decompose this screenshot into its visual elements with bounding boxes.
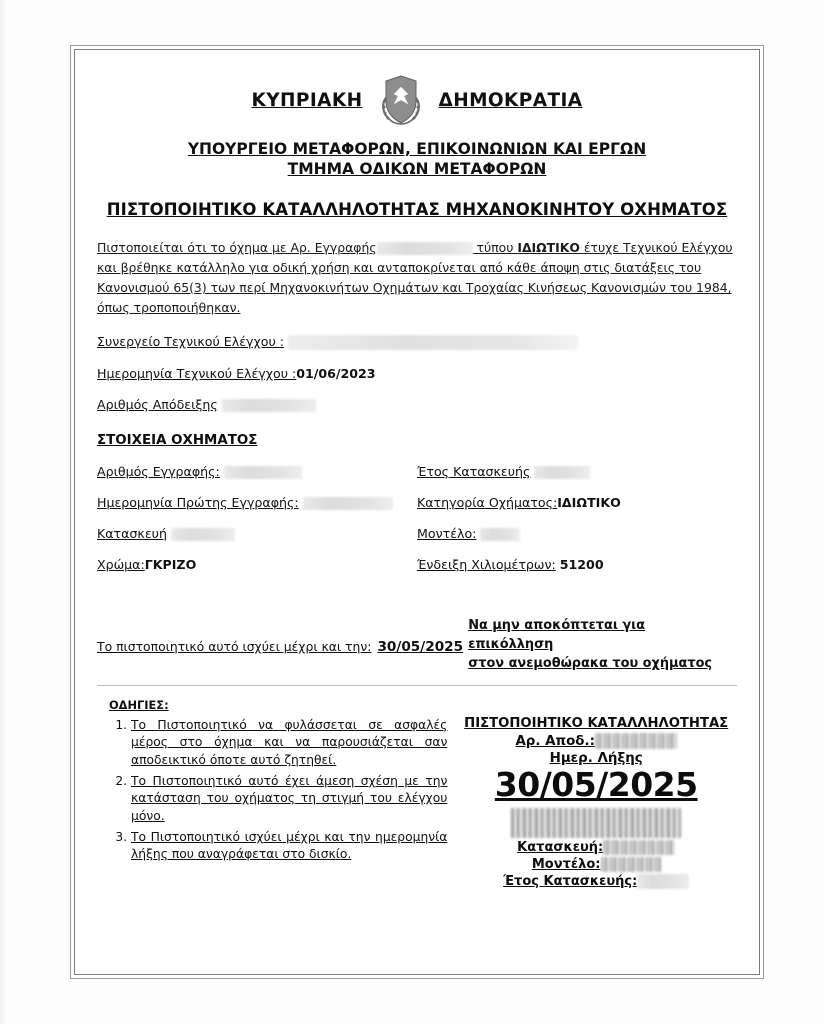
ministry-header xyxy=(97,139,737,180)
bottom-section xyxy=(97,698,737,889)
vehicle-year-label: Έτος Κατασκευής xyxy=(417,464,531,480)
list-item: 3. Το Πιστοποιητικό ισχύει μέχρι και την ημερομηνία λήξης που αναγράφεται στο δισκίο. xyxy=(131,829,447,864)
windscreen-notice-line-2: επικόλληση xyxy=(468,637,554,653)
list-item: 1. Το Πιστοποιητικό να φυλάσσεται σε ασφαλές μέρος στο όχημα και να παρουσιάζεται σαν αποδεικτικό όποτε αυτό ζητηθεί. xyxy=(131,717,447,770)
vehicle-first-reg-cell xyxy=(97,495,417,510)
republic-header xyxy=(97,74,737,126)
redacted-vehicle-make xyxy=(171,528,235,541)
vehicle-make-cell xyxy=(97,526,417,541)
republic-word-left: ΚΥΠΡΙΑΚΗ xyxy=(251,89,363,111)
sticker-year-label: Έτος Κατασκευής: xyxy=(503,873,638,889)
ministry-line-1: ΥΠΟΥΡΓΕΙΟ ΜΕΤΑΦΟΡΩΝ, ΕΠΙΚΟΙΝΩΝΙΩΝ ΚΑΙ ΕΡΓΩΝ xyxy=(187,140,647,158)
validity-label: Το πιστοποιητικό αυτό ισχύει μέχρι και την: xyxy=(97,639,372,655)
section-divider xyxy=(97,685,737,686)
table-row xyxy=(97,495,737,510)
sticker-expiry-label-row xyxy=(455,751,737,766)
vehicle-make-label: Κατασκευή xyxy=(97,526,167,542)
cyprus-coat-of-arms-icon xyxy=(379,74,423,126)
sticker-model-row xyxy=(455,857,737,872)
inspection-garage-row xyxy=(97,334,737,350)
sticker-year-row xyxy=(455,874,737,889)
redacted-sticker-receipt-number xyxy=(595,733,677,749)
redacted-first-reg-date xyxy=(303,497,393,510)
table-row xyxy=(97,464,737,479)
vehicle-reg-no-label: Αριθμός Εγγραφής: xyxy=(97,464,220,480)
windscreen-notice xyxy=(468,616,737,673)
redacted-sticker-barcode xyxy=(511,808,681,838)
sticker-model-label: Μοντέλο: xyxy=(531,856,601,872)
vehicle-category-cell xyxy=(417,495,737,510)
sticker-make-label: Κατασκευή: xyxy=(517,839,604,855)
redacted-sticker-year xyxy=(637,874,689,889)
redacted-vehicle-model xyxy=(480,528,520,541)
vehicle-first-reg-label: Ημερομηνία Πρώτης Εγγραφής: xyxy=(97,495,299,511)
receipt-number-label: Αριθμός Απόδειξης xyxy=(97,397,218,413)
inspection-date-value: 01/06/2023 xyxy=(296,366,376,382)
vehicle-category-value: ΙΔΙΩΤΙΚΟ xyxy=(557,495,621,511)
vehicle-colour-value: ΓΚΡΙΖΟ xyxy=(144,557,197,573)
vehicle-mileage-value: 51200 xyxy=(559,557,604,573)
redacted-sticker-model xyxy=(601,857,661,872)
redacted-vehicle-reg-no xyxy=(224,466,302,479)
validity-block xyxy=(97,616,737,673)
instructions-block xyxy=(97,698,455,889)
redacted-garage-name xyxy=(288,335,578,350)
validity-statement xyxy=(97,616,468,655)
sticker-receipt-label: Αρ. Αποδ.: xyxy=(515,733,595,749)
validity-date-value: 30/05/2025 xyxy=(377,639,464,656)
vehicle-category-label: Κατηγορία Οχήματος: xyxy=(417,495,558,511)
vehicle-type-value: ΙΔΙΩΤΙΚΟ xyxy=(517,239,580,255)
redacted-vehicle-year xyxy=(534,466,590,479)
vehicle-reg-no-cell xyxy=(97,464,417,479)
sticker-receipt-row xyxy=(455,733,737,749)
inspection-date-row xyxy=(97,366,737,381)
receipt-number-row xyxy=(97,397,737,412)
table-row xyxy=(97,526,737,541)
sticker-expiry-date: 30/05/2025 xyxy=(494,764,698,804)
redacted-sticker-make xyxy=(603,840,675,855)
sticker-make-row xyxy=(455,840,737,855)
certificate-inner-frame xyxy=(74,49,760,975)
windscreen-sticker xyxy=(455,698,737,889)
vehicle-colour-cell xyxy=(97,557,417,572)
vehicle-year-cell xyxy=(417,464,737,479)
windscreen-notice-line-3: στον ανεμοθώρακα του οχήματος xyxy=(468,656,713,672)
ministry-line-2: ΤΜΗΜΑ ΟΔΙΚΩΝ ΜΕΤΑΦΟΡΩΝ xyxy=(287,160,547,179)
certificate-outer-frame xyxy=(70,45,764,979)
instructions-list xyxy=(97,717,447,865)
redacted-receipt-number xyxy=(222,399,316,412)
vehicle-details-heading: ΣΤΟΙΧΕΙΑ ΟΧΗΜΑΤΟΣ xyxy=(97,433,258,449)
instructions-heading: ΟΔΗΓΙΕΣ: xyxy=(109,697,169,712)
intro-text-part-2: τύπου xyxy=(476,239,514,255)
vehicle-colour-label: Χρώμα: xyxy=(97,557,145,573)
windscreen-notice-line-1: Να μην αποκόπτεται για xyxy=(468,618,646,634)
republic-word-right: ΔΗΜΟΚΡΑΤΙΑ xyxy=(438,89,583,111)
vehicle-model-cell xyxy=(417,526,737,541)
vehicle-details-table xyxy=(97,464,737,572)
inspection-garage-label: Συνεργείο Τεχνικού Ελέγχου : xyxy=(97,334,284,350)
vehicle-model-label: Μοντέλο: xyxy=(417,526,477,542)
vehicle-mileage-cell xyxy=(417,557,737,572)
intro-text-part-1: Πιστοποιείται ότι το όχημα με Αρ. Εγγραφής xyxy=(97,239,377,255)
intro-text-part-3: έτυχε Τεχνικού Ελέγχου και βρέθηκε κατάλληλο για οδική χρήση και ανταποκρίνεται από κάθε άποψη στις διατάξεις του Κανονισμού 65(3) των περί Μηχανοκινήτων Οχημάτων και Τροχαίας Κινήσεως Κανονισμών του 1984, όπως τροποποιήθηκαν. xyxy=(97,239,733,316)
vehicle-mileage-label: Ένδειξη Χιλιομέτρων: xyxy=(417,557,556,573)
table-row xyxy=(97,557,737,572)
inspection-date-label: Ημερομηνία Τεχνικού Ελέγχου : xyxy=(97,366,297,382)
intro-paragraph xyxy=(97,238,737,318)
sticker-expiry-label: Ημερ. Λήξης xyxy=(549,750,643,766)
page-title: ΠΙΣΤΟΠΟΙΗΤΙΚΟ ΚΑΤΑΛΛΗΛΟΤΗΤΑΣ ΜΗΧΑΝΟΚΙΝΗΤΟΥ ΟΧΗΜΑΤΟΣ xyxy=(106,199,728,219)
sticker-title: ΠΙΣΤΟΠΟΙΗΤΙΚΟ ΚΑΤΑΛΛΗΛΟΤΗΤΑΣ xyxy=(464,715,729,731)
redacted-registration-number xyxy=(377,242,473,255)
list-item: 2. Το Πιστοποιητικό αυτό έχει άμεση σχέση με την κατάσταση του οχήματος τη στιγμή του ελέγχου μόνο. xyxy=(131,773,447,826)
